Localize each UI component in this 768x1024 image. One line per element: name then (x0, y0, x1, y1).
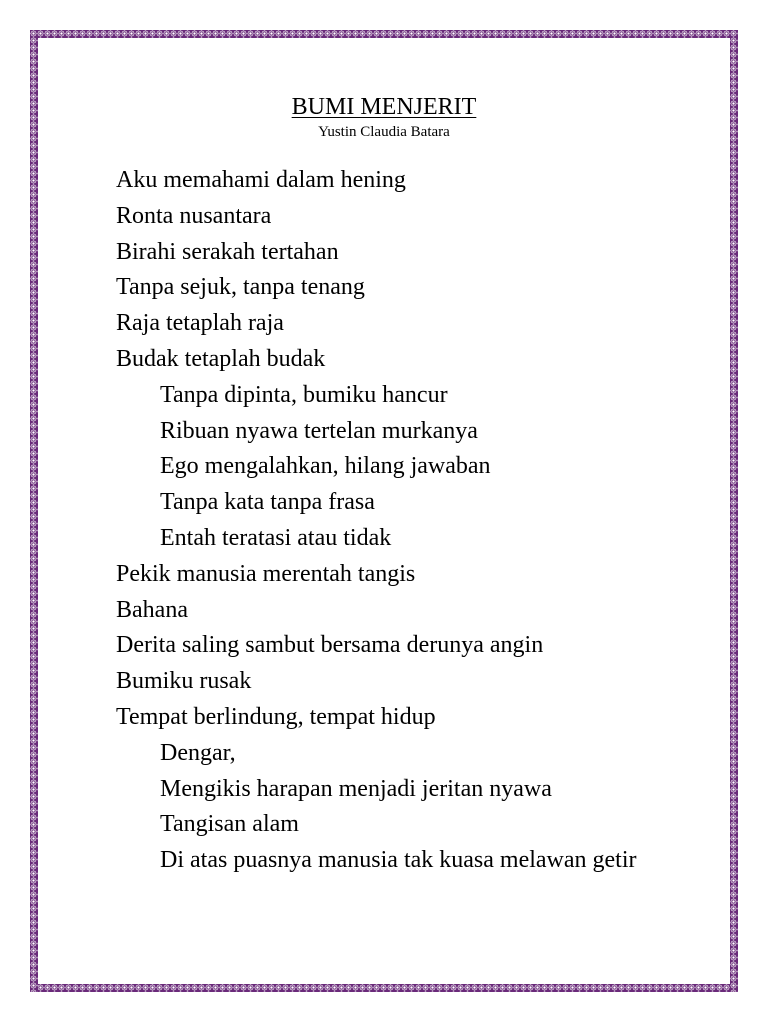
poem-title (0, 92, 768, 122)
poem-line: Bahana (116, 596, 188, 623)
poem-line: Di atas puasnya manusia tak kuasa melawan getir (160, 847, 637, 874)
border-top (30, 30, 738, 38)
poem-author: Yustin Claudia Batara (318, 124, 450, 140)
poem-line: Raja tetaplah raja (116, 310, 284, 337)
poem-line: Birahi serakah tertahan (116, 238, 339, 265)
poem-line: Ribuan nyawa tertelan murkanya (160, 417, 478, 444)
poem-line: Ego mengalahkan, hilang jawaban (160, 453, 491, 480)
poem-line: Tangisan alam (160, 811, 299, 838)
poem-line: Derita saling sambut bersama derunya angin (116, 632, 544, 659)
poem-line: Aku memahami dalam hening (116, 167, 406, 193)
poem-line: Pekik manusia merentah tangis (116, 560, 416, 587)
poem-line: Tempat berlindung, tempat hidup (116, 703, 436, 730)
poem-line: Ronta nusantara (116, 202, 272, 229)
poem-line: Tanpa kata tanpa frasa (160, 489, 375, 516)
poem-body (116, 163, 736, 879)
border-left (30, 30, 38, 992)
poem-line: Dengar, (160, 739, 236, 766)
poem-line: Bumiku rusak (116, 668, 252, 695)
poem-line: Entah teratasi atau tidak (160, 524, 392, 551)
poem-line: Tanpa dipinta, bumiku hancur (160, 381, 448, 408)
poem-line: Mengikis harapan menjadi jeritan nyawa (160, 775, 552, 802)
poem-title-text: BUMI MENJERIT (291, 94, 477, 120)
poem-line: Tanpa sejuk, tanpa tenang (116, 274, 365, 301)
poem-line: Budak tetaplah budak (116, 345, 326, 372)
border-bottom (30, 984, 738, 992)
